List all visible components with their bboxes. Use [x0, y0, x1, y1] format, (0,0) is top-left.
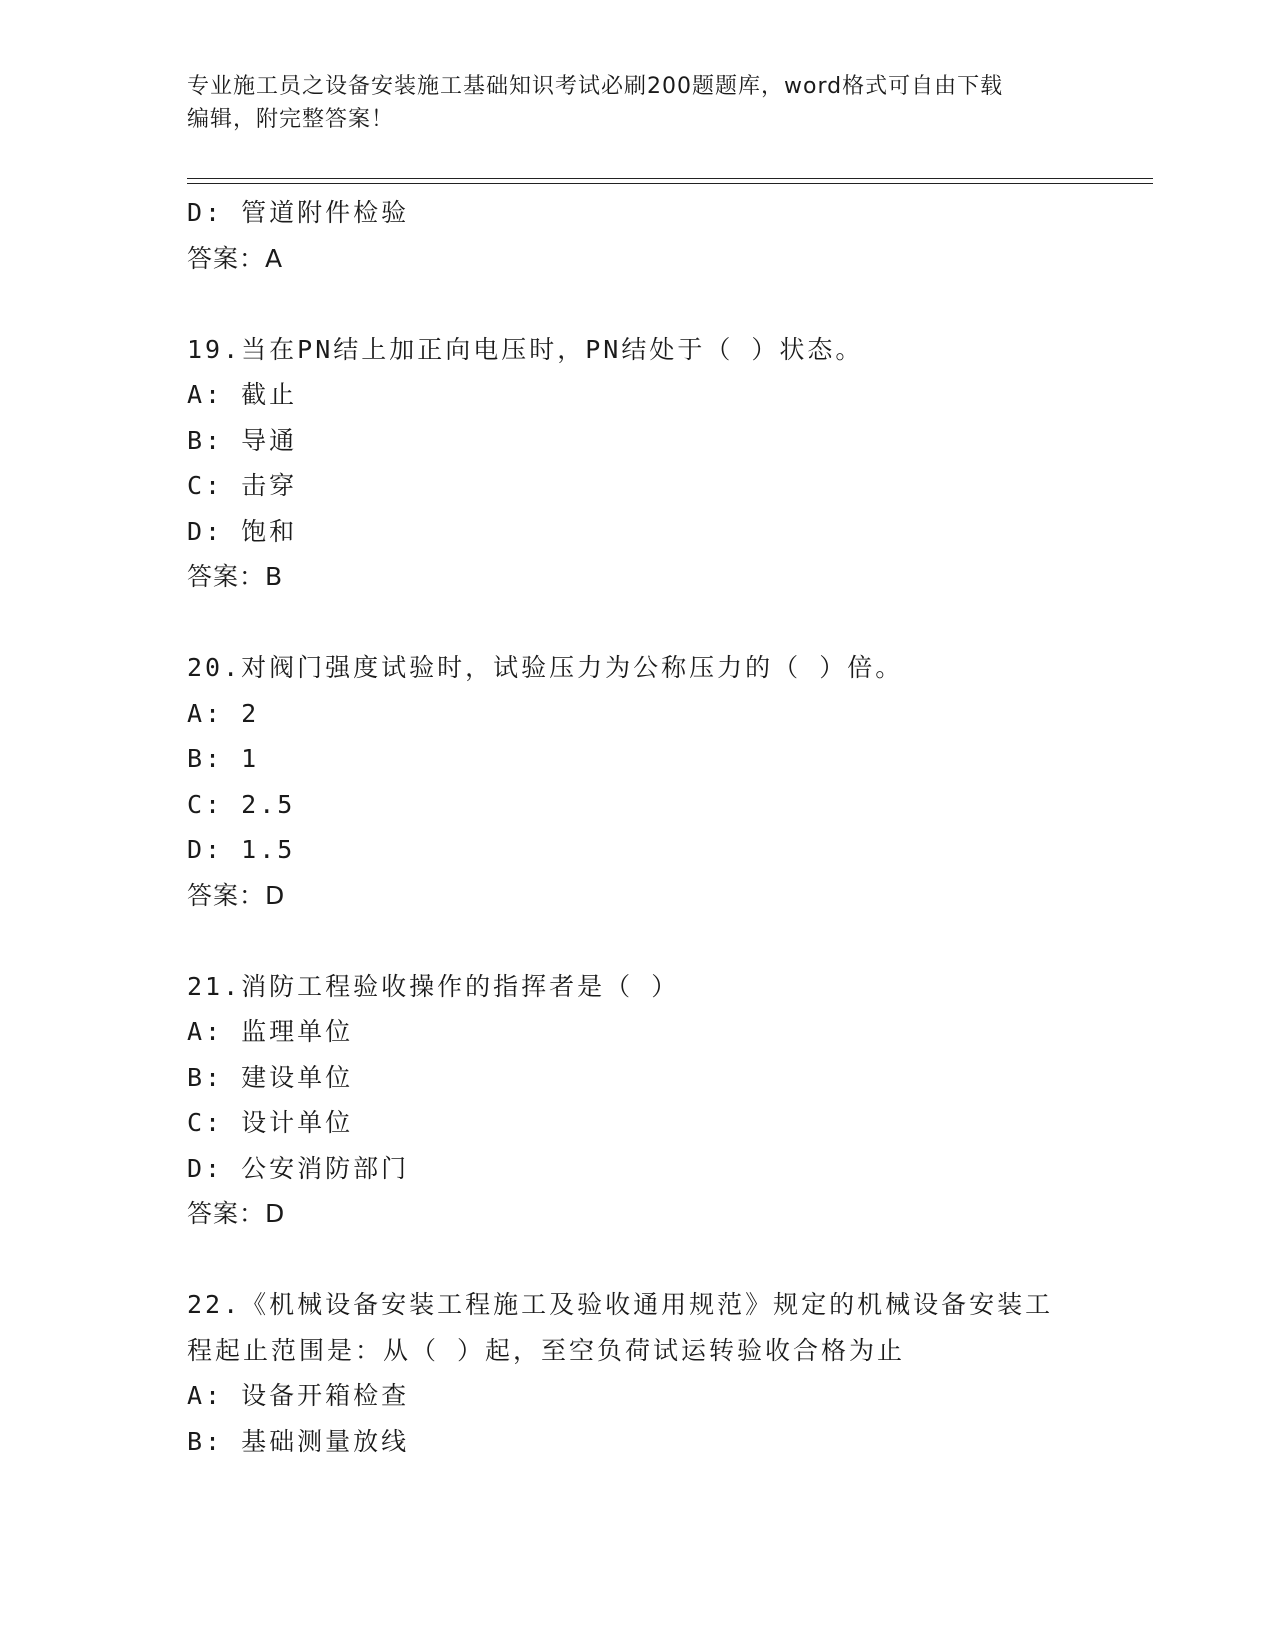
question-stem: 20.对阀门强度试验时，试验压力为公称压力的（ ）倍。 [187, 653, 904, 682]
question-stem: 19.当在PN结上加正向电压时，PN结处于（ ）状态。 [187, 334, 864, 364]
header-line-1: 专业施工员之设备安装施工基础知识考试必刷200题题库，word格式可自由下载 [187, 74, 1004, 99]
answer-label: 答案： [187, 243, 266, 273]
answer-label: 答案： [187, 562, 266, 591]
question-20 [187, 645, 1153, 918]
option-a: A: 2 [187, 698, 260, 728]
answer-label: 答案： [187, 880, 266, 910]
answer-line [187, 236, 1153, 282]
option-a: A: 设备开箱检查 [187, 1381, 410, 1410]
option-d: D: 管道附件检验 [187, 198, 410, 227]
question-19 [187, 327, 1153, 600]
answer-value: B [265, 562, 284, 591]
question-stem-line-1: 22.《机械设备安装工程施工及验收通用规范》规定的机械设备安装工 [187, 1290, 1054, 1319]
answer-label: 答案： [187, 1199, 266, 1228]
question-21 [187, 964, 1153, 1237]
answer-value: D [265, 880, 286, 910]
option-c: C: 击穿 [187, 471, 298, 500]
spacer [187, 600, 1153, 646]
option-a: A: 截止 [187, 380, 298, 409]
option-d: D: 饱和 [187, 516, 298, 546]
answer-line [187, 873, 1153, 919]
answer-line [187, 554, 1153, 600]
option-c: C: 2.5 [187, 789, 296, 819]
document-header [187, 70, 1087, 136]
answer-value: D [265, 1199, 286, 1228]
header-divider-top [187, 178, 1153, 179]
answer-line [187, 1191, 1153, 1237]
option-b: B: 导通 [187, 425, 298, 455]
question-18-tail [187, 190, 1153, 281]
spacer [187, 1237, 1153, 1283]
header-divider-bottom [187, 183, 1153, 184]
spacer [187, 918, 1153, 964]
option-b: B: 建设单位 [187, 1062, 354, 1092]
option-b: B: 1 [187, 744, 260, 773]
answer-value: A [265, 243, 284, 273]
option-a: A: 监理单位 [187, 1017, 354, 1046]
option-c: C: 设计单位 [187, 1108, 354, 1137]
question-list [187, 190, 1153, 1464]
question-22 [187, 1282, 1153, 1464]
option-d: D: 公安消防部门 [187, 1153, 410, 1183]
question-stem-line-2: 程起止范围是：从（ ）起，至空负荷试运转验收合格为止 [187, 1335, 906, 1365]
header-line-2: 编辑，附完整答案！ [187, 107, 395, 132]
option-d: D: 1.5 [187, 835, 296, 864]
option-b: B: 基础测量放线 [187, 1426, 410, 1456]
spacer [187, 281, 1153, 327]
question-stem: 21.消防工程验收操作的指挥者是（ ） [187, 971, 680, 1001]
